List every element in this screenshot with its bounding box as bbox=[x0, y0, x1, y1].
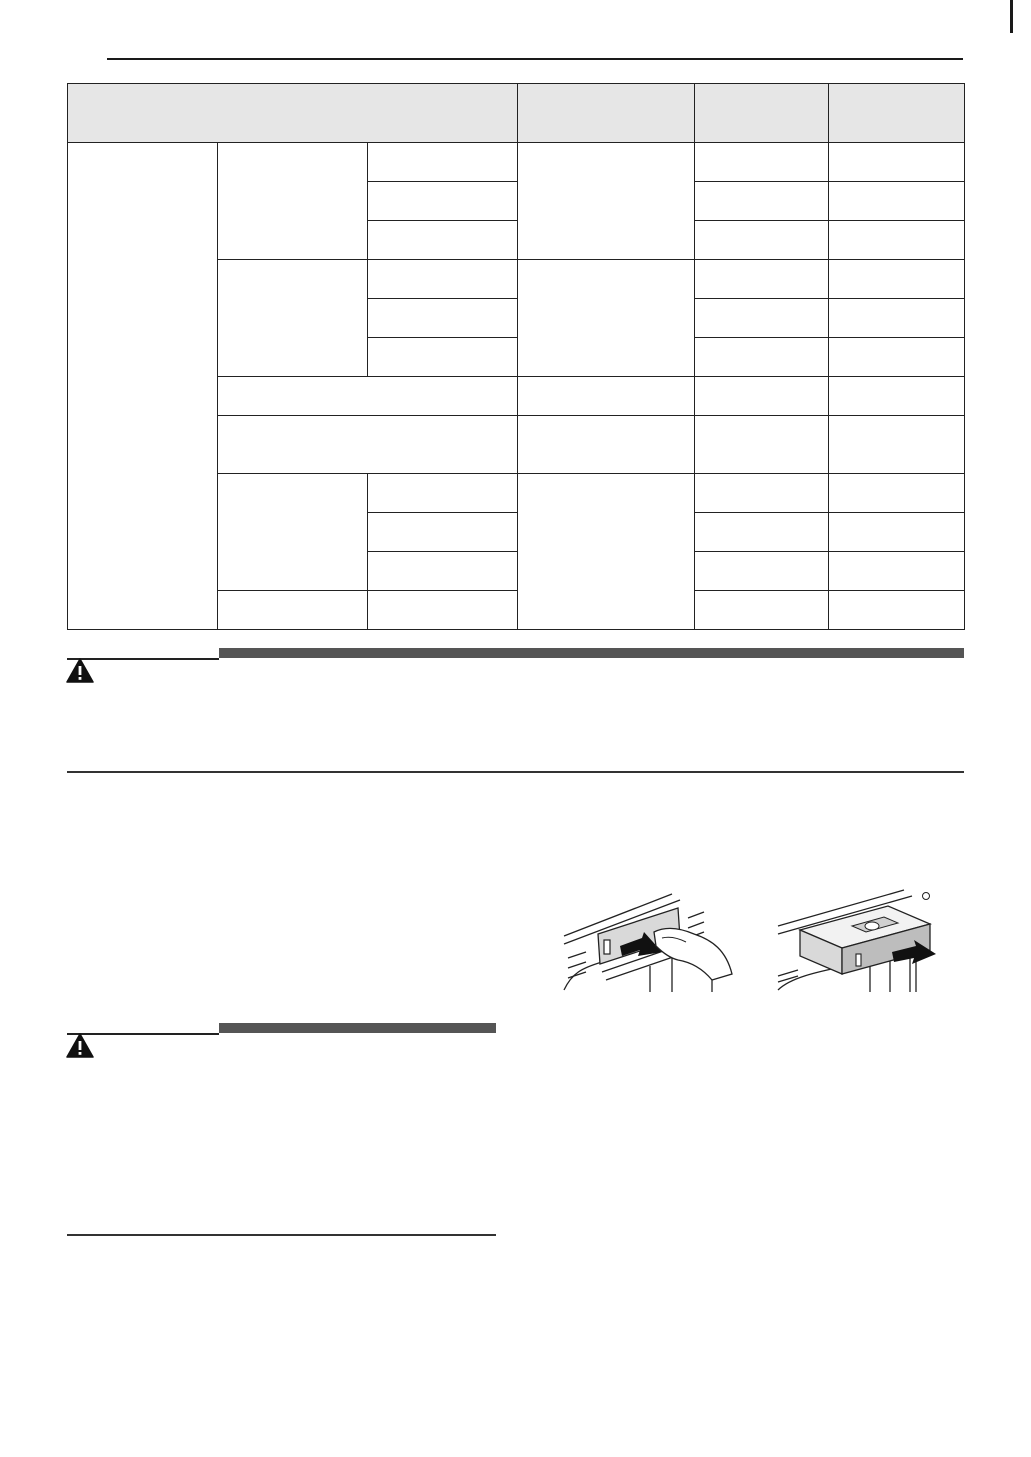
table-cell bbox=[518, 474, 695, 630]
table-cell bbox=[829, 338, 965, 377]
header-rule bbox=[107, 58, 963, 60]
spec-table bbox=[67, 83, 965, 630]
table-cell bbox=[695, 143, 829, 182]
table-row bbox=[68, 143, 965, 182]
table-cell bbox=[518, 143, 695, 260]
table-cell bbox=[829, 299, 965, 338]
table-cell bbox=[695, 474, 829, 513]
table-cell bbox=[695, 591, 829, 630]
warning-end-rule bbox=[67, 771, 964, 773]
table-cell bbox=[518, 416, 695, 474]
table-cell bbox=[829, 377, 965, 416]
table-cell bbox=[695, 513, 829, 552]
table-cell bbox=[829, 513, 965, 552]
table-cell bbox=[695, 338, 829, 377]
pull-out-filter-illustration bbox=[776, 886, 940, 992]
table-cell bbox=[829, 221, 965, 260]
table-header-cell bbox=[518, 84, 695, 143]
table-cell bbox=[695, 182, 829, 221]
table-cell bbox=[368, 260, 518, 299]
table-cell bbox=[829, 416, 965, 474]
table-cell bbox=[368, 221, 518, 260]
table-cell bbox=[368, 474, 518, 513]
table-cell bbox=[368, 143, 518, 182]
warning-triangle-icon bbox=[66, 658, 94, 683]
table-cell bbox=[829, 260, 965, 299]
table-cell bbox=[695, 416, 829, 474]
table-cell bbox=[368, 552, 518, 591]
table-cell bbox=[829, 552, 965, 591]
warning-bar bbox=[219, 648, 964, 658]
table-cell bbox=[518, 260, 695, 377]
table-cell bbox=[518, 377, 695, 416]
table-cell bbox=[829, 143, 965, 182]
table-cell bbox=[695, 377, 829, 416]
table-cell bbox=[695, 552, 829, 591]
table-cell bbox=[68, 143, 218, 630]
table-cell bbox=[218, 260, 368, 377]
table-header-cell bbox=[829, 84, 965, 143]
warning-triangle-icon bbox=[66, 1033, 94, 1058]
table-cell bbox=[829, 182, 965, 221]
table-cell bbox=[368, 182, 518, 221]
table-cell bbox=[218, 143, 368, 260]
table-cell bbox=[695, 260, 829, 299]
table-cell bbox=[218, 474, 368, 591]
table-header-cell bbox=[68, 84, 518, 143]
table-cell bbox=[218, 416, 518, 474]
table-header-cell bbox=[695, 84, 829, 143]
table-cell bbox=[829, 474, 965, 513]
table-cell bbox=[218, 591, 368, 630]
table-cell bbox=[695, 221, 829, 260]
page-edge-mark bbox=[1010, 0, 1013, 33]
table-cell bbox=[218, 377, 518, 416]
warning-end-rule bbox=[67, 1234, 496, 1236]
table-cell bbox=[829, 591, 965, 630]
table-header-row bbox=[68, 84, 965, 143]
press-release-button-illustration bbox=[562, 888, 740, 992]
table-cell bbox=[695, 299, 829, 338]
table-cell bbox=[368, 338, 518, 377]
table-cell bbox=[368, 591, 518, 630]
table-cell bbox=[368, 299, 518, 338]
table-cell bbox=[368, 513, 518, 552]
warning-bar bbox=[219, 1023, 496, 1033]
